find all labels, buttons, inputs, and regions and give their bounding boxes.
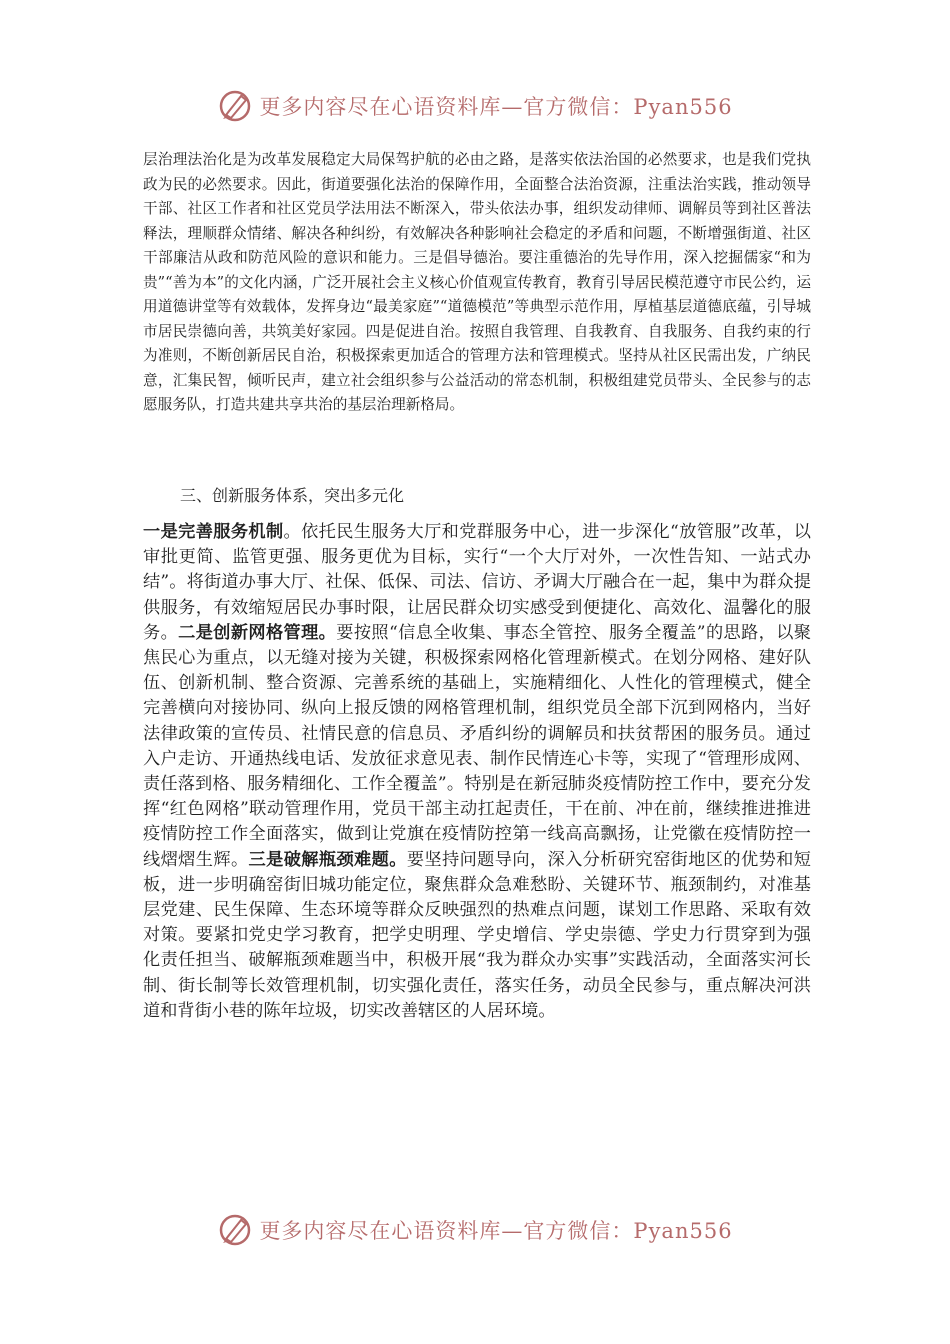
body-paragraph-1: 层治理法治化是为改革发展稳定大局保驾护航的必由之路，是落实依法治国的必然要求，也是我们党执政为民的必然要求。因此，街道要强化法治的保障作用，全面整合法治资源，注重法治实践，推动领导干部、社区工作者和社区党员学法用法不断深入，带头依法办事，组织发动律师、调解员等到社区普法释法，理顺群众情绪、解决各种纠纷，有效解决各种影响社会稳定的矛盾和问题，不断增强街道、社区干部廉洁从政和防范风险的意识和能力。三是倡导德治。要注重德治的先导作用，深入挖掘儒家“和为贵”“善为本”的文化内涵，广泛开展社会主义核心价值观宣传教育，教育引导居民模范遵守市民公约，运用道德讲堂等有效载体，发挥身边“最美家庭”“道德模范”等典型示范作用，厚植基层道德底蕴，引导城市居民崇德向善，共筑美好家园。四是促进自治。按照自我管理、自我教育、自我服务、自我约束的行为准则，不断创新居民自治，积极探索更加适合的管理方法和管理模式。坚持从社区民需出发，广纳民意，汇集民智，倾听民声，建立社会组织参与公益活动的常态机制，积极组建党员带头、全民参与的志愿服务队，打造共建共享共治的基层治理新格局。 (143, 151, 811, 413)
watermark-text: 更多内容尽在心语资料库—官方微信：Pyan556 (259, 95, 733, 119)
footer-watermark (0, 1210, 950, 1250)
bold-lead-3: 三是破解瓶颈难题。 (248, 849, 407, 870)
body-paragraph-2 (143, 520, 811, 1024)
body-text-1: 。依托民生服务大厅和党群服务中心，进一步深化“放管服”改革，以审批更简、监管更强、服务更优为目标，实行“一个大厅对外，一次性告知、一站式办结”。将街道办事大厅、社保、低保、司法、信访、矛调大厅融合在一起，集中为群众提供服务，有效缩短居民办事时限，让居民群众切实感受到便捷化、高效化、温馨化的服务。 (143, 522, 811, 643)
header-watermark (0, 86, 950, 126)
section-heading: 三、创新服务体系，突出多元化 (180, 486, 405, 505)
pen-logo-icon (217, 88, 253, 124)
watermark-text: 更多内容尽在心语资料库—官方微信：Pyan556 (259, 1219, 733, 1243)
bold-lead-2: 二是创新网格管理。 (178, 622, 337, 643)
bold-lead-1: 一是完善服务机制 (143, 522, 284, 542)
pen-logo-icon (217, 1212, 253, 1248)
body-text-3: 要坚持问题导向，深入分析研究窑街地区的优势和短板，进一步明确窑街旧城功能定位，聚焦群众急难愁盼、关键环节、瓶颈制约，对准基层党建、民生保障、生态环境等群众反映强烈的热难点问题，谋划工作思路、采取有效对策。要紧扣党史学习教育，把学史明理、学史增信、学史崇德、学史力行贯穿到为强化责任担当、破解瓶颈难题当中，积极开展“我为群众办实事”实践活动，全面落实河长制、街长制等长效管理机制，切实强化责任，落实任务，动员全民参与，重点解决河洪道和背街小巷的陈年垃圾，切实改善辖区的人居环境。 (143, 849, 811, 1021)
body-text-2: 要按照“信息全收集、事态全管控、服务全覆盖”的思路，以聚焦民心为重点，以无缝对接为关键，积极探索网格化管理新模式。在划分网格、建好队伍、创新机制、整合资源、完善系统的基础上，实施精细化、人性化的管理模式，健全完善横向对接协同、纵向上报反馈的网格管理机制，组织党员全部下沉到网格内，当好法律政策的宣传员、社情民意的信息员、矛盾纠纷的调解员和扶贫帮困的服务员。通过入户走访、开通热线电话、发放征求意见表、制作民情连心卡等，实现了“管理形成网、责任落到格、服务精细化、工作全覆盖”。特别是在新冠肺炎疫情防控工作中，要充分发挥“红色网格”联动管理作用，党员干部主动扛起责任，干在前、冲在前，继续推进推进疫情防控工作全面落实，做到让党旗在疫情防控第一线高高飘扬，让党徽在疫情防控一线熠熠生辉。 (143, 622, 811, 870)
